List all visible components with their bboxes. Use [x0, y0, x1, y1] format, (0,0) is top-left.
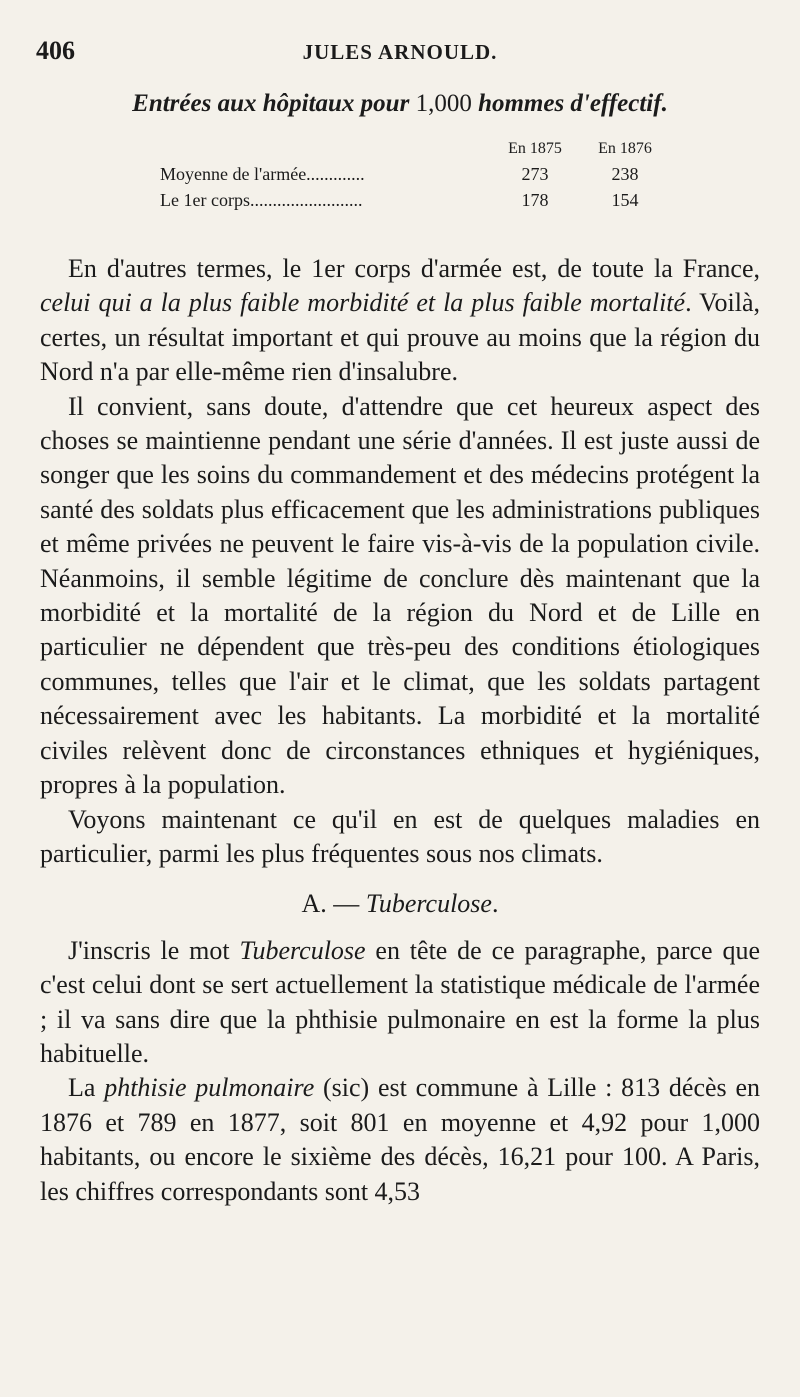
- paragraph-4-italic: Tuberculose: [239, 935, 366, 965]
- table-title-suffix: hommes d'effectif.: [471, 90, 668, 117]
- paragraph-5: [40, 1071, 760, 1209]
- paragraph-4-text-end: en tête de ce paragraphe, parce que c'est celui dont se sert actuellement la statistique médicale de l'armée ; il va sans dire que la phthisie pulmonaire en est la forme la plus habituelle.: [40, 935, 760, 1068]
- paragraph-1-italic: celui qui a la plus faible morbidité et la plus faible mortalité: [40, 288, 686, 318]
- col-header-1876: En 1876: [598, 140, 652, 157]
- paragraph-4: [40, 934, 760, 1072]
- table-header-row: [160, 140, 680, 164]
- paragraph-5-text-end: (sic) est commune à Lille : 813 décès en 1876 et 789 en 1877, soit 801 en moyenne et 4,92 pour 1,000 habitants, ou encore le sixième des décès, 16,21 pour 100. A Paris, les chiffres correspondants sont 4,53: [40, 1073, 760, 1206]
- page-number: 406: [36, 36, 75, 65]
- body-text: [40, 252, 760, 1209]
- section-end: .: [491, 889, 499, 919]
- table-row: [160, 164, 680, 190]
- row-value-1875: 273: [521, 164, 549, 184]
- paragraph-5-text: La: [68, 1073, 105, 1103]
- table-title-prefix: Entrées aux hôpitaux pour: [132, 90, 416, 117]
- row-value-1876: 238: [611, 164, 639, 184]
- table-title-number: 1,000: [415, 90, 472, 117]
- col-header-1875: En 1875: [508, 140, 562, 157]
- paragraph-1-text-end: . Voilà, certes, un résultat important et qui prouve au moins que la région du Nord n'a par elle-même rien d'insalubre.: [40, 288, 760, 387]
- table-title: [0, 90, 800, 118]
- row-value-1876: 154: [611, 190, 639, 210]
- section-heading: [40, 887, 760, 921]
- paragraph-1-text: En d'autres termes, le 1er corps d'armée est, de toute la France,: [68, 254, 760, 283]
- row-value-1875: 178: [521, 190, 549, 210]
- running-head: JULES ARNOULD.: [302, 40, 498, 64]
- page-header: [36, 36, 764, 70]
- section-letter: A. —: [301, 889, 366, 919]
- row-label: Le 1er corps.........................: [160, 190, 363, 210]
- paragraph-4-text: J'inscris le mot: [68, 935, 240, 965]
- paragraph-1: [40, 252, 760, 390]
- statistics-table: [160, 140, 680, 216]
- paragraph-5-italic: phthisie pulmonaire: [104, 1073, 315, 1103]
- paragraph-3: Voyons maintenant ce qu'il en est de quelques maladies en particulier, parmi les plus fréquentes sous nos climats.: [40, 804, 760, 868]
- section-title: Tuberculose: [365, 889, 492, 919]
- row-label: Moyenne de l'armée.............: [160, 164, 365, 184]
- paragraph-2: Il convient, sans doute, d'attendre que cet heureux aspect des choses se maintienne pendant une série d'années. Il est juste aussi de songer que les soins du commandement et des médecins protégent la santé des soldats plus efficacement que les administrations publiques et même privées ne peuvent le faire vis-à-vis de la population civile. Néanmoins, il semble légitime de conclure dès maintenant que la morbidité et la mortalité de la région du Nord et de Lille en particulier ne dépendent que très-peu des conditions étiologiques communes, telles que l'air et le climat, que les soldats partagent nécessairement avec les habitants. La morbidité et la mortalité civiles relèvent donc de circonstances ethniques et hygiéniques, propres à la population.: [40, 391, 760, 800]
- table-row: [160, 190, 680, 216]
